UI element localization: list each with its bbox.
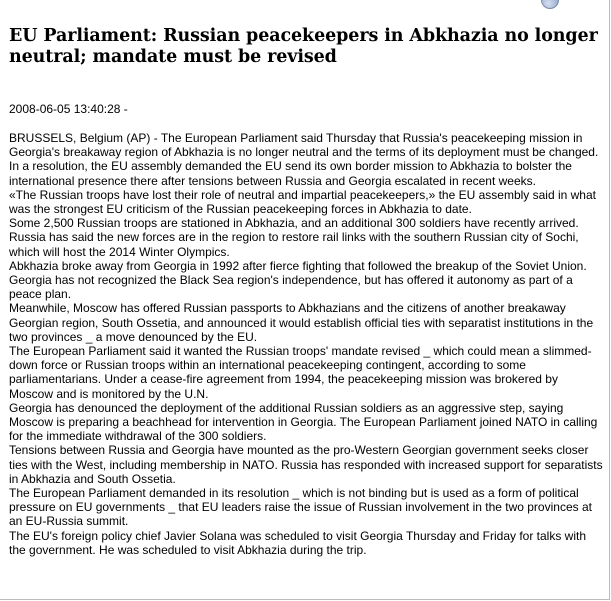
paragraph: In a resolution, the EU assembly demanded the EU send its own border mission to Abkhazia to bolster the international presence there after tensions between Russia and Georgia escalated in recent weeks. <box>9 159 572 188</box>
paragraph: Some 2,500 Russian troops are stationed in Abkhazia, and an additional 300 soldiers have recently arrived. Russia has said the new forces are in the region to restore rail links with the southern Russian city of Sochi, which will host the 2014 Winter Olympics. <box>9 216 579 259</box>
paragraph: BRUSSELS, Belgium (AP) - The European Parliament said Thursday that Russia's peacekeeping mission in Georgia's breakaway region of Abkhazia is no longer neutral and the terms of its deployment must be changed. <box>9 131 599 160</box>
paragraph: The EU's foreign policy chief Javier Solana was scheduled to visit Georgia Thursday and Friday for talks with the government. He was scheduled to visit Abkhazia during the trip. <box>9 528 587 557</box>
article-headline: EU Parliament: Russian peacekeepers in Abkhazia no longer neutral; mandate must be revised <box>9 26 598 67</box>
paragraph: Meanwhile, Moscow has offered Russian passports to Abkhazians and the citizens of another breakaway Georgian region, South Ossetia, and announced it would establish official ties with separatist institutions in the two provinces _ a move denounced by the EU. <box>9 301 594 344</box>
globe-icon <box>541 0 559 9</box>
paragraph: Georgia has denounced the deployment of the additional Russian soldiers as an aggressive step, saying Moscow is preparing a beachhead for intervention in Georgia. The European Parliament joined NATO in calling for the immediate withdrawal of the 300 soldiers. <box>9 400 598 444</box>
paragraph: Abkhazia broke away from Georgia in 1992 after fierce fighting that followed the breakup of the Soviet Union. Georgia has not recognized the Black Sea region's independence, but has offered it autonomy as part of a peace plan. <box>9 258 587 302</box>
paragraph: The European Parliament said it wanted the Russian troops' mandate revised _ which could mean a slimmed-down force or Russian troops within an international peacekeeping contingent, according to some parliamentarians. Under a cease-fire agreement from 1994, the peacekeeping mission was brokered by Moscow and is monitored by the U.N. <box>9 344 592 401</box>
article <box>9 26 603 557</box>
paragraph: «The Russian troops have lost their role of neutral and impartial peacekeepers,» the EU assembly said in what was the strongest EU criticism of the Russian peacekeeping forces in Abkhazia to date. <box>9 187 596 217</box>
article-dateline: 2008-06-05 13:40:28 - <box>9 102 128 116</box>
paragraph: The European Parliament demanded in its resolution _ which is not binding but is used as a form of political pressure on EU governments _ that EU leaders raise the issue of Russian involvement in the two provinces at an EU-Russia summit. <box>9 486 592 529</box>
paragraph: Tensions between Russia and Georgia have mounted as the pro-Western Georgian government seeks closer ties with the West, including membership in NATO. Russia has responded with increased support for separatists in Abkhazia and South Ossetia. <box>9 443 603 486</box>
article-body <box>9 131 603 557</box>
